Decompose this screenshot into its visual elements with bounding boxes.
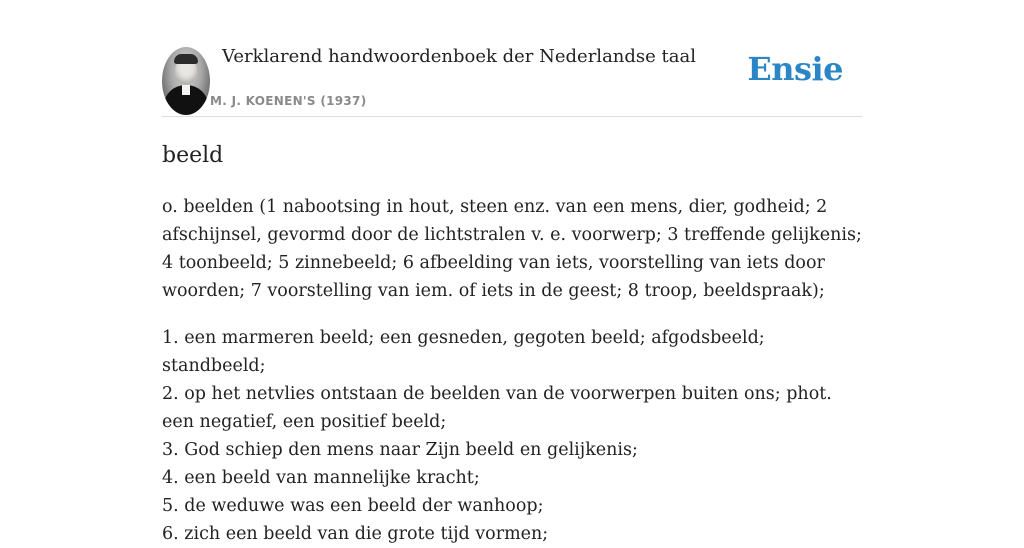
example-line: 2. op het netvlies ontstaan de beelden van de voorwerpen buiten ons; phot. een negatief, een positief beeld; (162, 384, 832, 432)
ensie-logo[interactable]: Ensie (747, 50, 843, 88)
book-subtitle: M. J. KOENEN'S (1937) (210, 94, 367, 108)
entry-examples (162, 324, 862, 548)
page (162, 0, 862, 548)
author-portrait (162, 47, 210, 115)
example-line: 4. een beeld van mannelijke kracht; (162, 468, 480, 488)
example-line: 1. een marmeren beeld; een gesneden, gegoten beeld; afgodsbeeld; standbeeld; (162, 328, 765, 376)
portrait-collar (182, 85, 190, 95)
entry-definition: o. beelden (1 nabootsing in hout, steen enz. van een mens, dier, godheid; 2 afschijnsel, gevormd door de lichtstralen v. e. voorwerp; 3 treffende gelijkenis; 4 toonbeeld; 5 zinnebeeld; 6 afbeelding van iets, voorstelling van iets door woorden; 7 voorstelling van iem. of iets in de geest; 8 troop, beeldspraak); (162, 197, 862, 301)
example-line: 6. zich een beeld van die grote tijd vormen; (162, 524, 549, 544)
book-title[interactable]: Verklarend handwoordenboek der Nederlandse taal (222, 46, 696, 67)
example-line: 3. God schiep den mens naar Zijn beeld en gelijkenis; (162, 440, 638, 460)
entry-headword: beeld (162, 143, 224, 168)
header (162, 0, 862, 117)
example-line: 5. de weduwe was een beeld der wanhoop; (162, 496, 544, 516)
portrait-hair (174, 54, 198, 64)
